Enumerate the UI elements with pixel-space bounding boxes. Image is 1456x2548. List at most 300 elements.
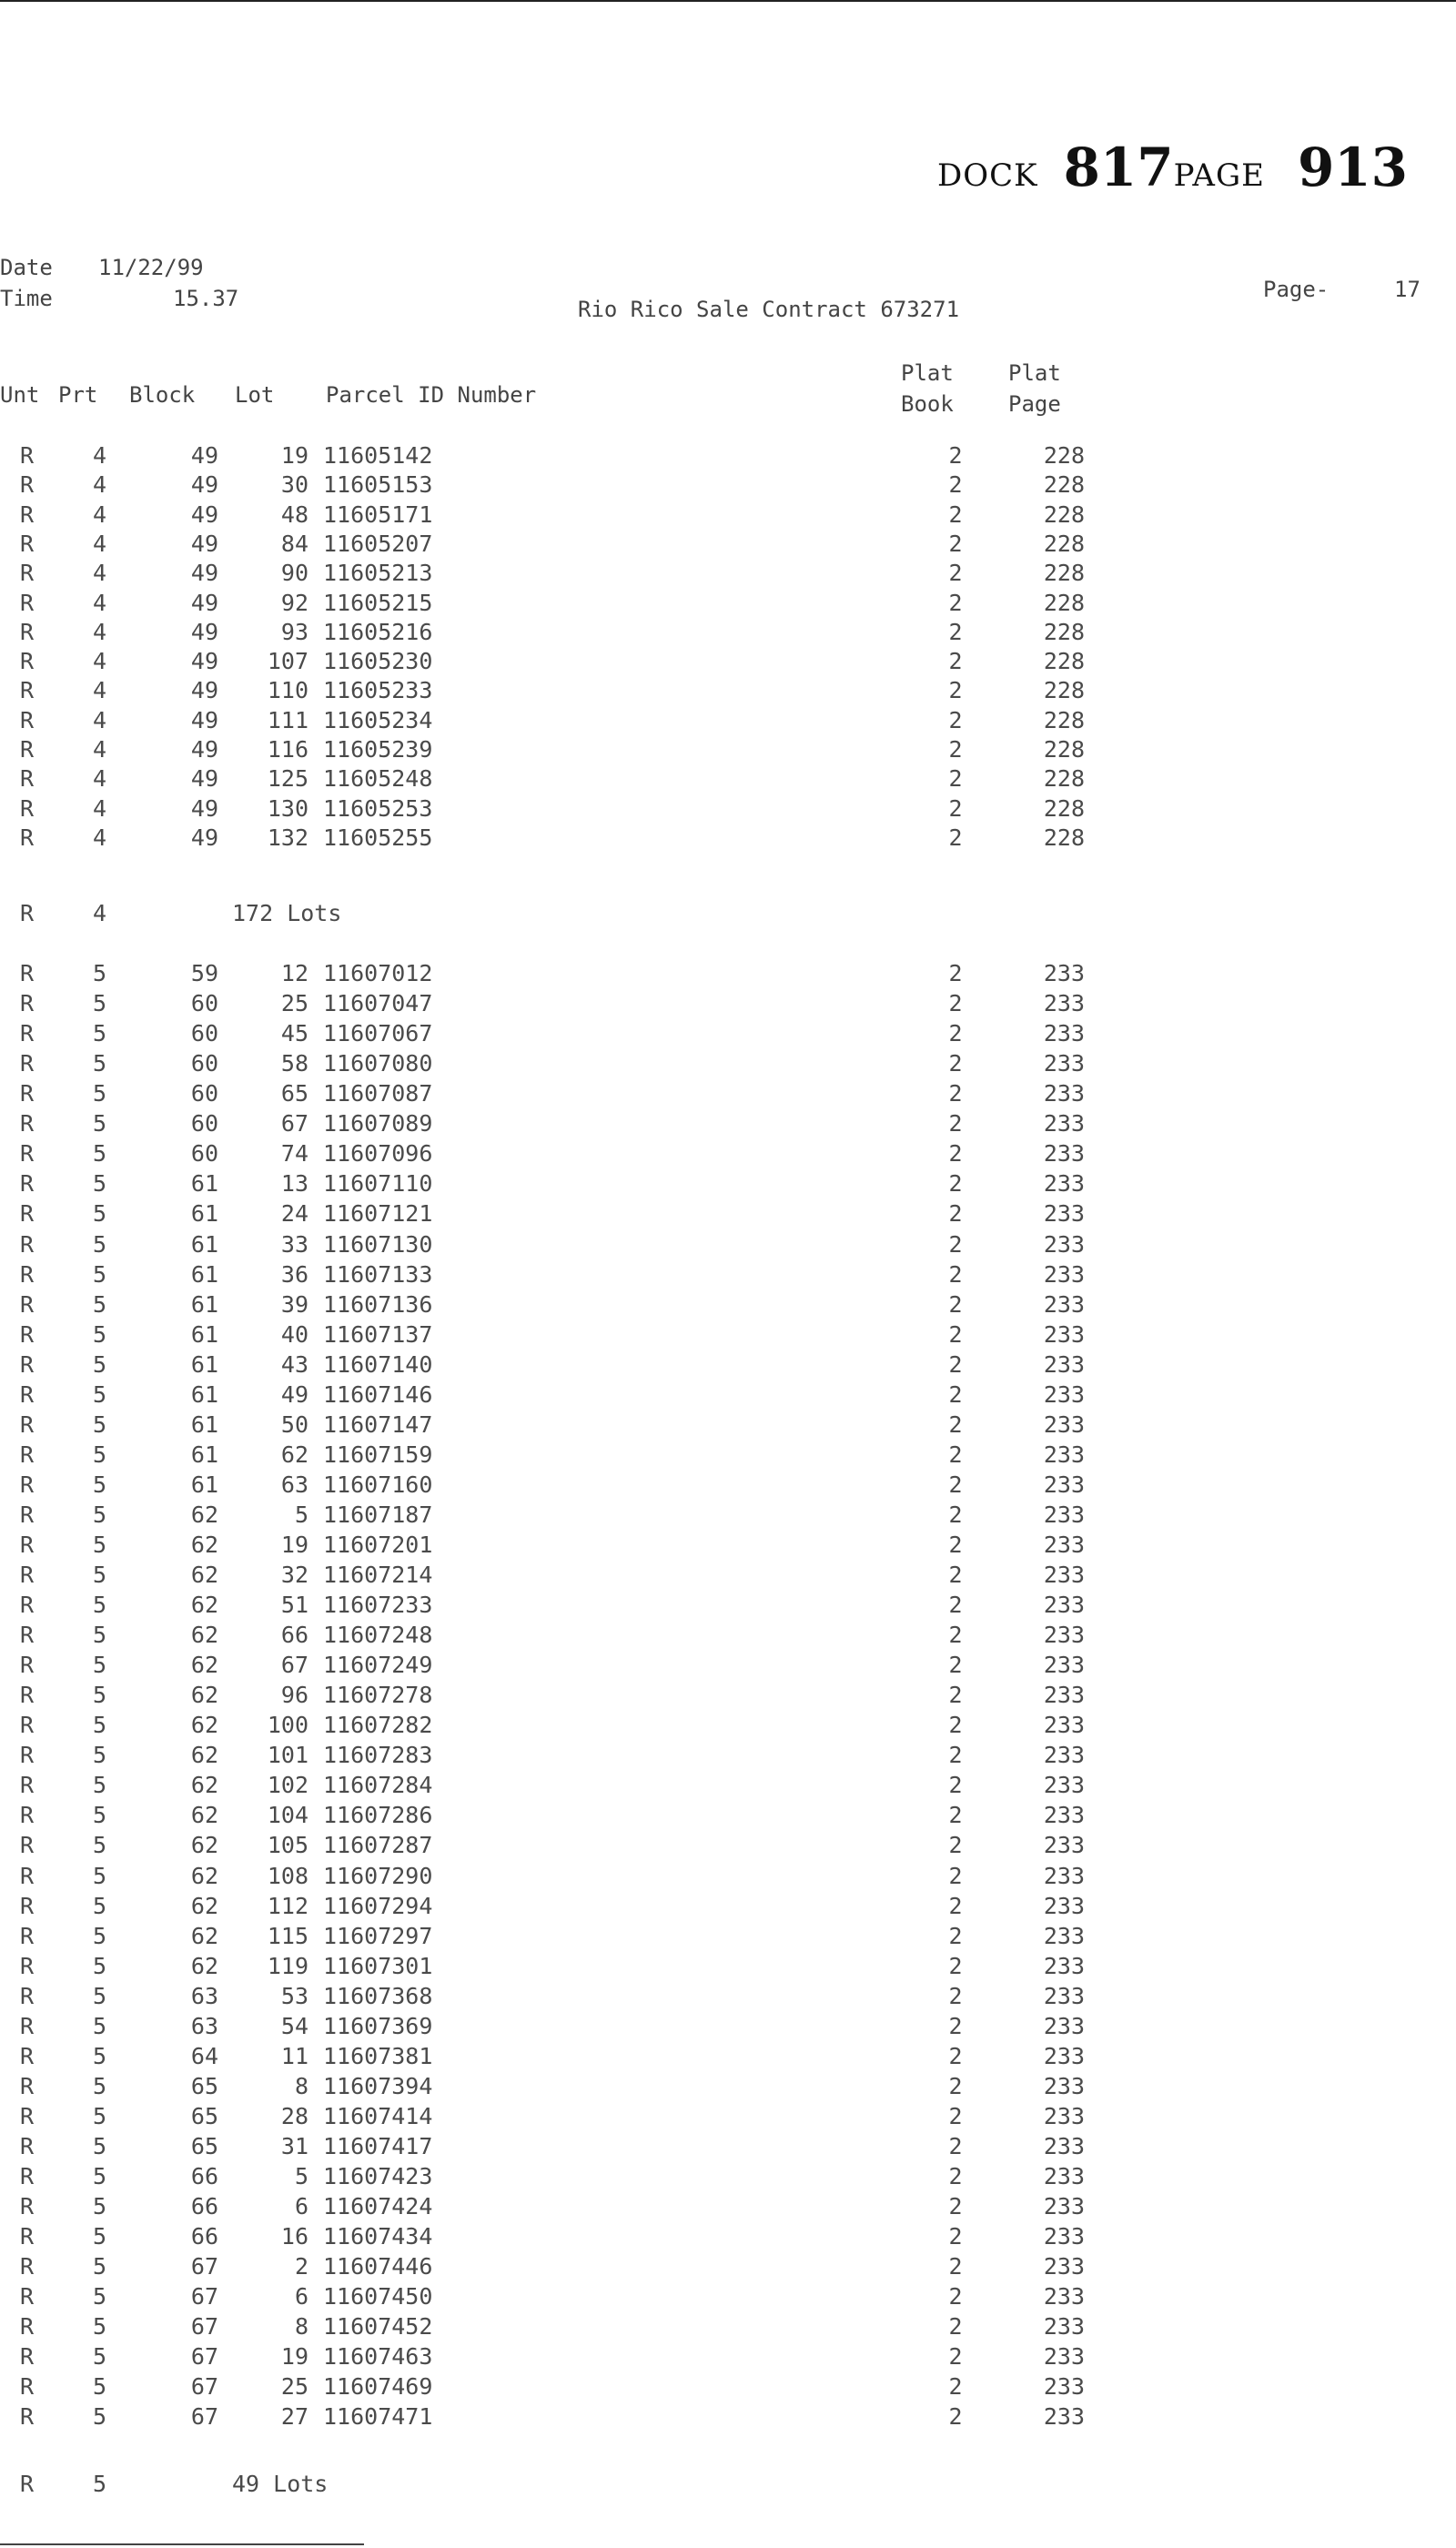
part-cell: 5 bbox=[93, 1982, 107, 2009]
plat-book-cell: 2 bbox=[948, 2042, 963, 2069]
page-indicator-label: Page- bbox=[1263, 277, 1330, 302]
parcel-id-cell: 11607067 bbox=[323, 1020, 433, 1047]
unit-cell: R bbox=[20, 1410, 35, 1438]
unit-cell: R bbox=[20, 1712, 35, 1739]
block-cell: 49 bbox=[190, 824, 218, 851]
plat-book-cell: 2 bbox=[948, 2072, 963, 2099]
plat-book-cell: 2 bbox=[948, 2193, 963, 2220]
block-cell: 49 bbox=[190, 794, 218, 822]
plat-page-cell: 233 bbox=[1043, 1772, 1085, 1799]
plat-book-cell: 2 bbox=[948, 960, 963, 986]
lot-cell: 111 bbox=[267, 706, 308, 733]
plat-book-cell: 2 bbox=[948, 765, 963, 793]
unit-cell: R bbox=[20, 1441, 35, 1468]
part-cell: 5 bbox=[93, 1682, 107, 1709]
plat-page-cell: 233 bbox=[1043, 1110, 1085, 1138]
plat-page-cell: 233 bbox=[1043, 1230, 1085, 1258]
plat-book-cell: 2 bbox=[948, 2132, 963, 2159]
block-cell: 61 bbox=[190, 1290, 218, 1318]
parcel-id-cell: 11607146 bbox=[323, 1380, 433, 1408]
plat-book-cell: 2 bbox=[948, 706, 963, 733]
plat-book-cell: 2 bbox=[948, 677, 963, 704]
table-row bbox=[0, 2103, 1456, 2130]
block-cell: 62 bbox=[190, 1892, 218, 1919]
parcel-id-cell: 11605230 bbox=[323, 648, 433, 675]
unit-cell: R bbox=[20, 471, 35, 499]
part-cell: 5 bbox=[93, 2012, 107, 2039]
parcel-id-cell: 11607133 bbox=[323, 1260, 433, 1288]
plat-book-cell: 2 bbox=[948, 2373, 963, 2401]
part-cell: 5 bbox=[93, 1892, 107, 1919]
part-cell: 5 bbox=[93, 1050, 107, 1077]
plat-page-cell: 228 bbox=[1043, 442, 1085, 469]
unit-cell: R bbox=[20, 2132, 35, 2159]
lot-cell: 116 bbox=[267, 736, 308, 763]
parcel-id-cell: 11607282 bbox=[323, 1712, 433, 1739]
table-row bbox=[0, 1381, 1456, 1409]
parcel-id-cell: 11605215 bbox=[323, 589, 433, 616]
parcel-id-cell: 11607369 bbox=[323, 2012, 433, 2039]
part-cell: 4 bbox=[93, 618, 107, 645]
lot-cell: 6 bbox=[294, 2283, 308, 2310]
plat-page-cell: 233 bbox=[1043, 1140, 1085, 1168]
lot-cell: 33 bbox=[280, 1230, 308, 1258]
unit-cell: R bbox=[20, 2313, 35, 2341]
part-cell: 5 bbox=[93, 2042, 107, 2069]
unit-cell: R bbox=[20, 1802, 35, 1829]
table-row bbox=[0, 1140, 1456, 1168]
summary-unit-cell: R bbox=[20, 900, 35, 926]
table-row bbox=[0, 1832, 1456, 1859]
part-cell: 4 bbox=[93, 794, 107, 822]
parcel-id-cell: 11607249 bbox=[323, 1652, 433, 1679]
unit-cell: R bbox=[20, 560, 35, 587]
table-row bbox=[0, 1441, 1456, 1469]
lot-cell: 62 bbox=[280, 1441, 308, 1468]
lot-cell: 2 bbox=[294, 2253, 308, 2280]
block-cell: 63 bbox=[190, 2012, 218, 2039]
plat-page-cell: 233 bbox=[1043, 1952, 1085, 1979]
table-row bbox=[0, 442, 1456, 470]
parcel-id-cell: 11607080 bbox=[323, 1050, 433, 1077]
block-cell: 62 bbox=[190, 1622, 218, 1649]
part-cell: 5 bbox=[93, 1350, 107, 1378]
col-header-part: Prt bbox=[58, 382, 98, 408]
plat-book-cell: 2 bbox=[948, 990, 963, 1016]
table-row bbox=[0, 1351, 1456, 1379]
table-row bbox=[0, 1742, 1456, 1769]
plat-page-cell: 233 bbox=[1043, 2283, 1085, 2310]
lot-cell: 43 bbox=[280, 1350, 308, 1378]
unit-cell: R bbox=[20, 1922, 35, 1949]
unit-cell: R bbox=[20, 1320, 35, 1348]
part-cell: 4 bbox=[93, 560, 107, 587]
lot-cell: 66 bbox=[280, 1622, 308, 1649]
block-cell: 49 bbox=[190, 471, 218, 499]
plat-book-cell: 2 bbox=[948, 2102, 963, 2129]
lot-cell: 54 bbox=[280, 2012, 308, 2039]
plat-book-cell: 2 bbox=[948, 736, 963, 763]
lot-cell: 25 bbox=[280, 990, 308, 1016]
plat-book-cell: 2 bbox=[948, 648, 963, 675]
block-cell: 61 bbox=[190, 1230, 218, 1258]
plat-page-cell: 233 bbox=[1043, 2373, 1085, 2401]
plat-page-cell: 228 bbox=[1043, 589, 1085, 616]
lot-cell: 24 bbox=[280, 1200, 308, 1228]
block-cell: 60 bbox=[190, 1140, 218, 1168]
lot-cell: 105 bbox=[267, 1832, 308, 1859]
plat-page-cell: 233 bbox=[1043, 2102, 1085, 2129]
table-row bbox=[0, 1080, 1456, 1107]
lot-cell: 39 bbox=[280, 1290, 308, 1318]
plat-page-cell: 233 bbox=[1043, 1531, 1085, 1558]
lot-cell: 13 bbox=[280, 1170, 308, 1198]
part-cell: 5 bbox=[93, 1832, 107, 1859]
block-cell: 60 bbox=[190, 1020, 218, 1047]
parcel-id-cell: 11607147 bbox=[323, 1410, 433, 1438]
table-row bbox=[0, 2013, 1456, 2040]
part-cell: 5 bbox=[93, 2283, 107, 2310]
page-label: PAGE bbox=[1173, 157, 1265, 194]
plat-page-cell: 228 bbox=[1043, 530, 1085, 557]
block-cell: 49 bbox=[190, 706, 218, 733]
part-cell: 5 bbox=[93, 2313, 107, 2341]
lot-cell: 36 bbox=[280, 1260, 308, 1288]
lot-cell: 8 bbox=[294, 2072, 308, 2099]
table-row bbox=[0, 2373, 1456, 2401]
part-cell: 5 bbox=[93, 1290, 107, 1318]
dock-number: 817 bbox=[1063, 136, 1174, 198]
block-cell: 61 bbox=[190, 1410, 218, 1438]
date-label: Date bbox=[0, 255, 53, 280]
block-cell: 61 bbox=[190, 1471, 218, 1498]
part-cell: 5 bbox=[93, 2223, 107, 2250]
plat-page-cell: 228 bbox=[1043, 648, 1085, 675]
plat-book-cell: 2 bbox=[948, 442, 963, 469]
parcel-id-cell: 11607290 bbox=[323, 1862, 433, 1889]
block-cell: 61 bbox=[190, 1260, 218, 1288]
plat-book-cell: 2 bbox=[948, 618, 963, 645]
table-row bbox=[0, 2343, 1456, 2371]
plat-page-cell: 233 bbox=[1043, 960, 1085, 986]
unit-cell: R bbox=[20, 1471, 35, 1498]
block-cell: 61 bbox=[190, 1200, 218, 1228]
part-cell: 5 bbox=[93, 1652, 107, 1679]
unit-cell: R bbox=[20, 530, 35, 557]
plat-page-cell: 233 bbox=[1043, 1080, 1085, 1107]
block-cell: 59 bbox=[190, 960, 218, 986]
block-cell: 61 bbox=[190, 1170, 218, 1198]
plat-page-cell: 233 bbox=[1043, 2403, 1085, 2431]
part-cell: 4 bbox=[93, 824, 107, 851]
unit-cell: R bbox=[20, 1592, 35, 1618]
part-cell: 5 bbox=[93, 1501, 107, 1528]
parcel-id-cell: 11607110 bbox=[323, 1170, 433, 1198]
table-row bbox=[0, 795, 1456, 823]
parcel-id-cell: 11607424 bbox=[323, 2193, 433, 2220]
part-cell: 5 bbox=[93, 1260, 107, 1288]
table-row bbox=[0, 619, 1456, 646]
part-cell: 5 bbox=[93, 1562, 107, 1588]
table-row bbox=[0, 1802, 1456, 1829]
plat-book-cell: 2 bbox=[948, 1140, 963, 1168]
lot-cell: 101 bbox=[267, 1742, 308, 1769]
part-cell: 5 bbox=[93, 2343, 107, 2371]
table-row bbox=[0, 2163, 1456, 2190]
parcel-id-cell: 11607096 bbox=[323, 1140, 433, 1168]
part-cell: 4 bbox=[93, 765, 107, 793]
lot-cell: 5 bbox=[294, 2163, 308, 2189]
part-cell: 5 bbox=[93, 1622, 107, 1649]
table-row bbox=[0, 1622, 1456, 1649]
table-row bbox=[0, 1712, 1456, 1739]
plat-book-cell: 2 bbox=[948, 1350, 963, 1378]
table-row bbox=[0, 2223, 1456, 2250]
table-row bbox=[0, 1050, 1456, 1077]
lot-cell: 130 bbox=[267, 794, 308, 822]
parcel-id-cell: 11605233 bbox=[323, 677, 433, 704]
block-cell: 67 bbox=[190, 2403, 218, 2431]
lot-cell: 108 bbox=[267, 1862, 308, 1889]
unit-cell: R bbox=[20, 1230, 35, 1258]
part-cell: 5 bbox=[93, 1742, 107, 1769]
unit-cell: R bbox=[20, 1020, 35, 1047]
lot-cell: 12 bbox=[280, 960, 308, 986]
parcel-id-cell: 11607089 bbox=[323, 1110, 433, 1138]
plat-book-cell: 2 bbox=[948, 1501, 963, 1528]
plat-page-cell: 233 bbox=[1043, 1020, 1085, 1047]
table-row bbox=[0, 2403, 1456, 2431]
plat-book-cell: 2 bbox=[948, 1290, 963, 1318]
block-cell: 67 bbox=[190, 2373, 218, 2401]
block-cell: 62 bbox=[190, 1592, 218, 1618]
plat-page-cell: 233 bbox=[1043, 2132, 1085, 2159]
block-cell: 62 bbox=[190, 1501, 218, 1528]
block-cell: 67 bbox=[190, 2343, 218, 2371]
parcel-id-cell: 11607446 bbox=[323, 2253, 433, 2280]
table-row bbox=[0, 1562, 1456, 1589]
lot-cell: 8 bbox=[294, 2313, 308, 2341]
plat-book-cell: 2 bbox=[948, 1892, 963, 1919]
plat-page-cell: 228 bbox=[1043, 677, 1085, 704]
plat-book-cell: 2 bbox=[948, 2313, 963, 2341]
unit-cell: R bbox=[20, 1622, 35, 1649]
unit-cell: R bbox=[20, 990, 35, 1016]
part-cell: 5 bbox=[93, 1592, 107, 1618]
table-row bbox=[0, 471, 1456, 499]
unit-cell: R bbox=[20, 2373, 35, 2401]
plat-page-cell: 233 bbox=[1043, 1652, 1085, 1679]
table-row bbox=[0, 2073, 1456, 2100]
table-row bbox=[0, 1953, 1456, 1980]
lot-cell: 58 bbox=[280, 1050, 308, 1077]
unit-cell: R bbox=[20, 1562, 35, 1588]
unit-cell: R bbox=[20, 2403, 35, 2431]
date-value: 11/22/99 bbox=[98, 255, 204, 280]
plat-book-cell: 2 bbox=[948, 1471, 963, 1498]
table-row bbox=[0, 1772, 1456, 1799]
parcel-id-cell: 11607414 bbox=[323, 2102, 433, 2129]
table-row bbox=[0, 1321, 1456, 1349]
part-cell: 4 bbox=[93, 589, 107, 616]
part-cell: 5 bbox=[93, 1380, 107, 1408]
parcel-id-cell: 11607278 bbox=[323, 1682, 433, 1709]
plat-page-cell: 228 bbox=[1043, 560, 1085, 587]
part-cell: 4 bbox=[93, 706, 107, 733]
plat-page-cell: 233 bbox=[1043, 1260, 1085, 1288]
plat-book-cell: 2 bbox=[948, 2223, 963, 2250]
table-row bbox=[0, 2193, 1456, 2220]
block-cell: 62 bbox=[190, 1531, 218, 1558]
part-cell: 5 bbox=[93, 1410, 107, 1438]
unit-cell: R bbox=[20, 1832, 35, 1859]
table-row bbox=[0, 1682, 1456, 1709]
part-cell: 5 bbox=[93, 1471, 107, 1498]
unit-cell: R bbox=[20, 1200, 35, 1228]
lot-cell: 115 bbox=[267, 1922, 308, 1949]
parcel-id-cell: 11607136 bbox=[323, 1290, 433, 1318]
table-row bbox=[0, 1502, 1456, 1529]
plat-book-cell: 2 bbox=[948, 1080, 963, 1107]
unit-cell: R bbox=[20, 2223, 35, 2250]
part-cell: 5 bbox=[93, 2072, 107, 2099]
plat-book-cell: 2 bbox=[948, 1712, 963, 1739]
col-header-lot: Lot bbox=[235, 382, 275, 408]
parcel-id-cell: 11607434 bbox=[323, 2223, 433, 2250]
plat-page-cell: 233 bbox=[1043, 1471, 1085, 1498]
part-cell: 5 bbox=[93, 1952, 107, 1979]
block-cell: 67 bbox=[190, 2313, 218, 2341]
part-cell: 5 bbox=[93, 2373, 107, 2401]
block-cell: 62 bbox=[190, 1862, 218, 1889]
parcel-id-cell: 11607159 bbox=[323, 1441, 433, 1468]
block-cell: 60 bbox=[190, 1110, 218, 1138]
parcel-id-cell: 11607417 bbox=[323, 2132, 433, 2159]
block-cell: 49 bbox=[190, 530, 218, 557]
summary-lot-count: 49 Lots bbox=[232, 2471, 329, 2497]
lot-cell: 51 bbox=[280, 1592, 308, 1618]
table-row bbox=[0, 2253, 1456, 2280]
lot-cell: 19 bbox=[280, 1531, 308, 1558]
table-row bbox=[0, 1110, 1456, 1138]
unit-cell: R bbox=[20, 1982, 35, 2009]
plat-book-cell: 2 bbox=[948, 794, 963, 822]
block-cell: 63 bbox=[190, 1982, 218, 2009]
table-row bbox=[0, 1923, 1456, 1950]
table-row bbox=[0, 2283, 1456, 2310]
parcel-id-cell: 11607463 bbox=[323, 2343, 433, 2371]
parcel-id-cell: 11607233 bbox=[323, 1592, 433, 1618]
plat-page-cell: 233 bbox=[1043, 2042, 1085, 2069]
plat-page-cell: 233 bbox=[1043, 2253, 1085, 2280]
plat-page-cell: 233 bbox=[1043, 1802, 1085, 1829]
lot-cell: 92 bbox=[280, 589, 308, 616]
table-row bbox=[0, 1652, 1456, 1679]
block-cell: 66 bbox=[190, 2163, 218, 2189]
block-cell: 61 bbox=[190, 1350, 218, 1378]
block-cell: 49 bbox=[190, 765, 218, 793]
unit-cell: R bbox=[20, 1501, 35, 1528]
parcel-id-cell: 11607140 bbox=[323, 1350, 433, 1378]
plat-book-cell: 2 bbox=[948, 560, 963, 587]
part-cell: 5 bbox=[93, 1200, 107, 1228]
parcel-id-cell: 11607471 bbox=[323, 2403, 433, 2431]
plat-book-cell: 2 bbox=[948, 1020, 963, 1047]
table-row bbox=[0, 1983, 1456, 2010]
col-header-block: Block bbox=[129, 382, 196, 408]
plat-book-cell: 2 bbox=[948, 1441, 963, 1468]
lot-cell: 110 bbox=[267, 677, 308, 704]
table-row bbox=[0, 1020, 1456, 1047]
plat-page-cell: 233 bbox=[1043, 1562, 1085, 1588]
part-cell: 5 bbox=[93, 1320, 107, 1348]
table-row bbox=[0, 1170, 1456, 1198]
part-cell: 5 bbox=[93, 1712, 107, 1739]
plat-page-cell: 233 bbox=[1043, 1441, 1085, 1468]
lot-cell: 125 bbox=[267, 765, 308, 793]
unit-cell: R bbox=[20, 2102, 35, 2129]
lot-cell: 104 bbox=[267, 1802, 308, 1829]
part-cell: 5 bbox=[93, 1170, 107, 1198]
lot-cell: 65 bbox=[280, 1080, 308, 1107]
parcel-id-cell: 11607286 bbox=[323, 1802, 433, 1829]
lot-cell: 19 bbox=[280, 2343, 308, 2371]
summary-part-cell: 4 bbox=[93, 900, 107, 926]
part-cell: 5 bbox=[93, 1802, 107, 1829]
plat-page-cell: 233 bbox=[1043, 1892, 1085, 1919]
parcel-id-cell: 11607294 bbox=[323, 1892, 433, 1919]
plat-page-cell: 233 bbox=[1043, 1290, 1085, 1318]
col-header-unit: Unt bbox=[0, 382, 40, 408]
table-row bbox=[0, 1532, 1456, 1559]
plat-book-cell: 2 bbox=[948, 589, 963, 616]
lot-cell: 19 bbox=[280, 442, 308, 469]
lot-cell: 84 bbox=[280, 530, 308, 557]
table-row bbox=[0, 1411, 1456, 1439]
unit-cell: R bbox=[20, 736, 35, 763]
plat-page-cell: 233 bbox=[1043, 1622, 1085, 1649]
lot-cell: 48 bbox=[280, 500, 308, 528]
parcel-id-cell: 11605255 bbox=[323, 824, 433, 851]
parcel-id-cell: 11607201 bbox=[323, 1531, 433, 1558]
plat-book-cell: 2 bbox=[948, 1110, 963, 1138]
unit-cell: R bbox=[20, 442, 35, 469]
block-cell: 64 bbox=[190, 2042, 218, 2069]
parcel-id-cell: 11605248 bbox=[323, 765, 433, 793]
plat-book-cell: 2 bbox=[948, 1862, 963, 1889]
unit-cell: R bbox=[20, 1380, 35, 1408]
page-indicator-value: 17 bbox=[1394, 277, 1421, 302]
parcel-id-cell: 11607450 bbox=[323, 2283, 433, 2310]
plat-book-cell: 2 bbox=[948, 2163, 963, 2189]
parcel-id-cell: 11607047 bbox=[323, 990, 433, 1016]
block-cell: 61 bbox=[190, 1441, 218, 1468]
parcel-id-cell: 11605142 bbox=[323, 442, 433, 469]
time-value: 15.37 bbox=[173, 286, 239, 311]
part-cell: 5 bbox=[93, 1441, 107, 1468]
block-cell: 62 bbox=[190, 1802, 218, 1829]
block-cell: 49 bbox=[190, 442, 218, 469]
block-cell: 60 bbox=[190, 1050, 218, 1077]
table-row bbox=[0, 1200, 1456, 1228]
parcel-id-cell: 11607187 bbox=[323, 1501, 433, 1528]
lot-cell: 6 bbox=[294, 2193, 308, 2220]
time-label: Time bbox=[0, 286, 53, 311]
plat-page-cell: 233 bbox=[1043, 1050, 1085, 1077]
plat-page-cell: 233 bbox=[1043, 1712, 1085, 1739]
lot-cell: 40 bbox=[280, 1320, 308, 1348]
block-cell: 49 bbox=[190, 500, 218, 528]
